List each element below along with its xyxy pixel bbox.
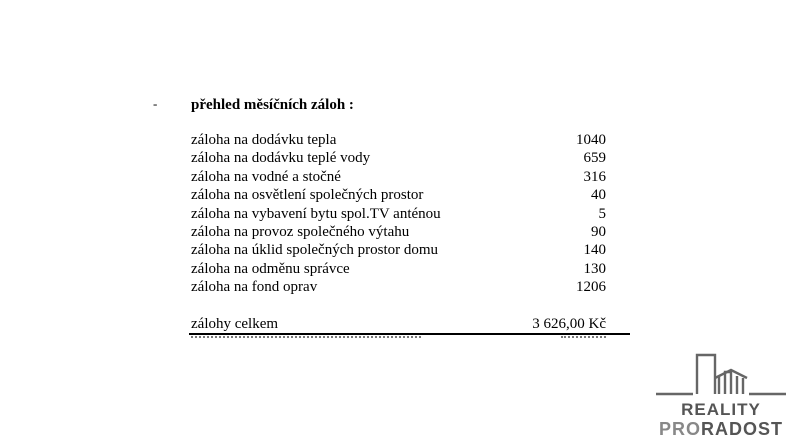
building-skyline-icon (653, 352, 789, 400)
list-item (191, 205, 606, 223)
logo-text-radost: RADOST (701, 419, 783, 439)
list-item (191, 278, 606, 296)
cropped-text-fragment (191, 336, 421, 340)
item-value: 40 (591, 187, 606, 204)
total-underline (189, 333, 630, 335)
item-value: 316 (583, 168, 606, 185)
list-bullet: - (153, 96, 158, 111)
list-item (191, 131, 606, 149)
reality-proradost-logo (653, 352, 789, 440)
list-item (191, 149, 606, 167)
item-label: záloha na úklid společných prostor domu (191, 242, 439, 259)
item-value: 1040 (576, 132, 606, 148)
cropped-text-fragment (561, 336, 606, 340)
list-item (191, 168, 606, 186)
item-label: záloha na osvětlení společných prostor (191, 187, 424, 204)
logo-text-proradost (653, 419, 789, 440)
section-heading: přehled měsíčních záloh : (191, 97, 354, 113)
total-value: 3 626,00 Kč (532, 316, 606, 332)
item-value: 130 (583, 260, 606, 277)
logo-text-reality: REALITY (681, 400, 761, 419)
list-item (191, 260, 606, 278)
item-value: 140 (583, 242, 606, 259)
item-value: 1206 (576, 279, 606, 296)
cropped-next-line (189, 336, 630, 340)
item-label: záloha na dodávku teplé vody (191, 150, 371, 167)
item-label: záloha na odměnu správce (191, 260, 350, 277)
item-label: záloha na provoz společného výtahu (191, 223, 410, 240)
item-label: záloha na dodávku tepla (191, 132, 337, 148)
list-item (191, 186, 606, 204)
item-value: 659 (583, 150, 606, 167)
deposit-list (191, 131, 606, 297)
item-label: záloha na vybavení bytu spol.TV anténou (191, 205, 441, 222)
list-item (191, 241, 606, 259)
list-item (191, 223, 606, 241)
item-label: záloha na vodné a stočné (191, 168, 341, 185)
item-label: záloha na fond oprav (191, 279, 318, 296)
total-row (191, 315, 606, 333)
item-value: 90 (591, 223, 606, 240)
item-value: 5 (598, 205, 606, 222)
logo-text-pro: PRO (658, 419, 701, 439)
total-label: zálohy celkem (191, 316, 279, 332)
